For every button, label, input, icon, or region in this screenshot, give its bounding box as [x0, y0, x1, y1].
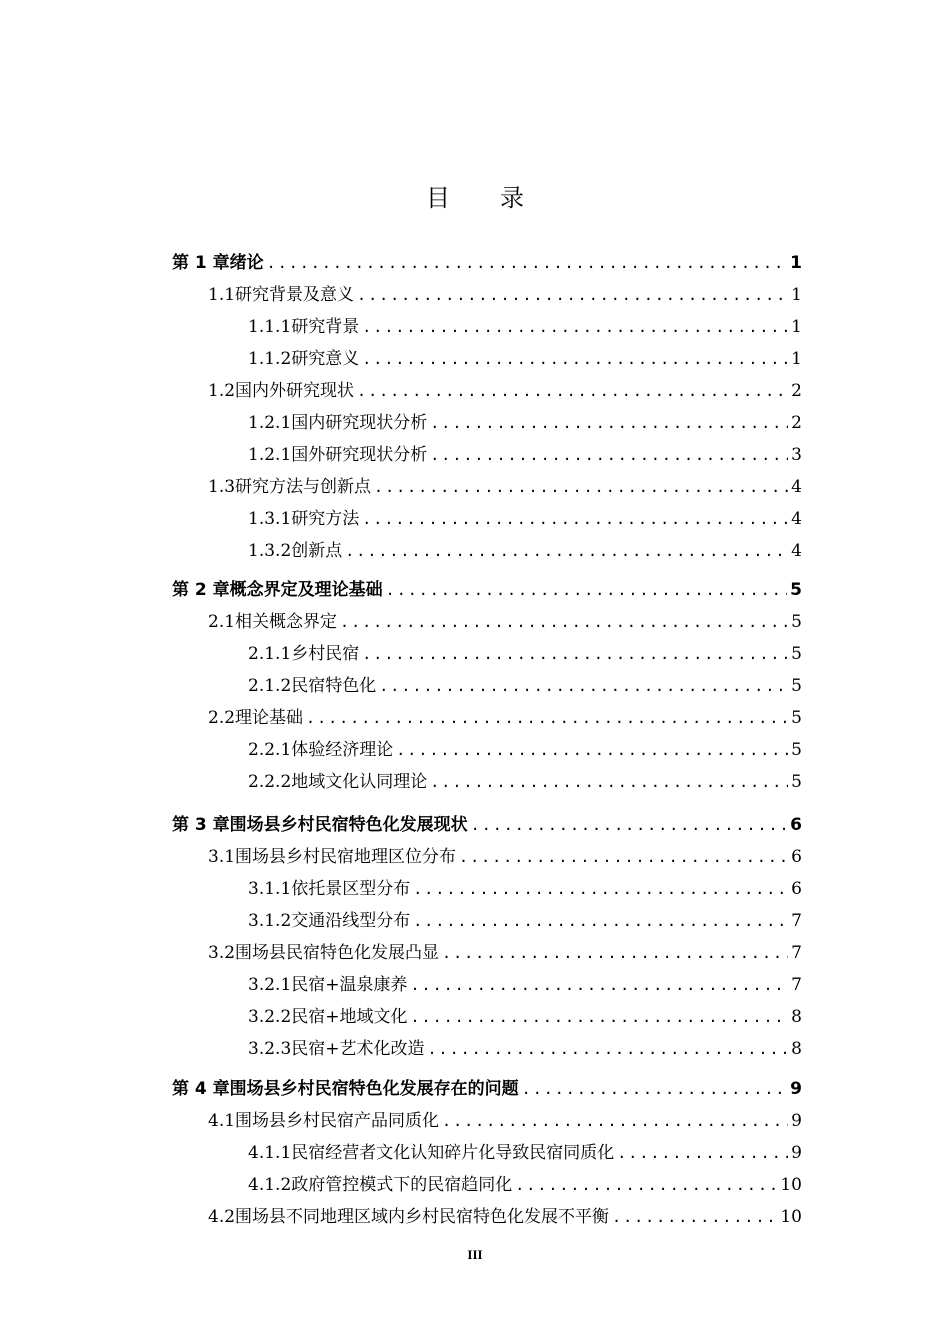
toc-entry-chapter[interactable]	[172, 1074, 802, 1100]
toc-entry-page: 5	[790, 580, 802, 600]
toc-entry-title: 政府管控模式下的民宿趋同化	[291, 1175, 513, 1195]
toc-entry-sub[interactable]	[248, 906, 802, 932]
toc-dot-leader	[617, 1144, 788, 1162]
toc-entry-title: 创新点	[291, 541, 343, 561]
toc-entry-title: 概念界定及理论基础	[229, 580, 383, 600]
toc-entry-page: 5	[791, 676, 802, 696]
toc-entry-number: 4.1.2	[248, 1175, 292, 1195]
toc-entry-chapter[interactable]	[172, 248, 802, 274]
toc-entry-number: 1.1.1	[248, 317, 292, 337]
toc-entry-number: 第 1 章	[172, 253, 230, 273]
toc-entry-page: 5	[791, 740, 802, 760]
toc-dot-leader	[357, 382, 788, 400]
toc-entry-page: 2	[791, 381, 802, 401]
toc-entry-page: 6	[791, 847, 802, 867]
toc-entry-page: 1	[791, 317, 802, 337]
toc-entry-page: 4	[791, 509, 802, 529]
toc-entry-number: 2.1.2	[248, 676, 292, 696]
toc-entry-title: 围场县乡村民宿特色化发展现状	[229, 815, 468, 835]
toc-entry-page: 8	[791, 1039, 802, 1059]
toc-entry-title: 相关概念界定	[235, 612, 338, 632]
toc-entry-chapter[interactable]	[172, 575, 802, 601]
toc-entry-number: 3.2.1	[248, 975, 292, 995]
toc-entry-sub[interactable]	[248, 1170, 802, 1196]
toc-entry-section[interactable]	[208, 280, 802, 306]
toc-entry-title: 地域文化认同理论	[291, 772, 428, 792]
toc-entry-title: 研究方法	[291, 509, 360, 529]
toc-entry-sub[interactable]	[248, 970, 802, 996]
toc-entry-number: 3.1.2	[248, 911, 292, 931]
toc-entry-title: 民宿特色化	[291, 676, 377, 696]
toc-entry-section[interactable]	[208, 1106, 802, 1132]
toc-dot-leader	[340, 613, 788, 631]
toc-entry-page: 1	[790, 253, 802, 273]
toc-entry-number: 1.2	[208, 381, 236, 401]
toc-entry-number: 第 2 章	[172, 580, 230, 600]
toc-entry-chapter[interactable]	[172, 810, 802, 836]
toc-title-char-2: 录	[500, 184, 524, 212]
toc-entry-number: 1.2.1	[248, 413, 292, 433]
toc-dot-leader	[522, 1080, 787, 1098]
toc-entry-page: 6	[791, 879, 802, 899]
toc-entry-title: 民宿经营者文化认知碎片化导致民宿同质化	[291, 1143, 615, 1163]
toc-entry-title: 民宿+温泉康养	[291, 975, 408, 995]
toc-entry-page: 3	[791, 445, 802, 465]
toc-dot-leader	[430, 773, 788, 791]
toc-entry-sub[interactable]	[248, 735, 802, 761]
toc-entry-number: 4.1.1	[248, 1143, 292, 1163]
toc-entry-sub[interactable]	[248, 536, 802, 562]
toc-entry-number: 1.3	[208, 477, 236, 497]
toc-entry-page: 2	[791, 413, 802, 433]
toc-entry-page: 9	[791, 1143, 802, 1163]
toc-dot-leader	[386, 581, 787, 599]
toc-entry-page: 7	[791, 911, 802, 931]
toc-entry-sub[interactable]	[248, 639, 802, 665]
toc-entry-sub[interactable]	[248, 874, 802, 900]
toc-entry-page: 6	[790, 815, 802, 835]
toc-entry-number: 2.2.2	[248, 772, 292, 792]
toc-entry-number: 2.2.1	[248, 740, 292, 760]
toc-entry-title: 围场县乡村民宿特色化发展存在的问题	[229, 1079, 519, 1099]
toc-entry-title: 绪论	[229, 253, 264, 273]
toc-entry-number: 1.1	[208, 285, 236, 305]
toc-entry-title: 国内外研究现状	[235, 381, 355, 401]
toc-title-char-1: 目	[426, 184, 450, 212]
toc-entry-sub[interactable]	[248, 440, 802, 466]
toc-dot-leader	[362, 318, 788, 336]
toc-entry-title: 交通沿线型分布	[291, 911, 411, 931]
toc-entry-section[interactable]	[208, 607, 802, 633]
toc-entry-title: 体验经济理论	[291, 740, 394, 760]
toc-entry-number: 3.1.1	[248, 879, 292, 899]
toc-entry-page: 7	[791, 943, 802, 963]
toc-dot-leader	[413, 912, 788, 930]
toc-dot-leader	[345, 542, 788, 560]
toc-entry-title: 依托景区型分布	[291, 879, 411, 899]
toc-entry-page: 1	[791, 349, 802, 369]
toc-entry-sub[interactable]	[248, 504, 802, 530]
toc-entry-number: 4.1	[208, 1111, 236, 1131]
toc-entry-section[interactable]	[208, 703, 802, 729]
toc-entry-section[interactable]	[208, 842, 802, 868]
toc-entry-number: 2.2	[208, 708, 236, 728]
toc-dot-leader	[357, 286, 788, 304]
toc-entry-number: 4.2	[208, 1207, 236, 1227]
toc-dot-leader	[411, 1008, 789, 1026]
toc-entry-number: 1.1.2	[248, 349, 292, 369]
toc-entry-number: 3.1	[208, 847, 236, 867]
toc-entry-page: 10	[780, 1207, 802, 1227]
toc-entry-title: 研究背景及意义	[235, 285, 355, 305]
toc-entry-title: 理论基础	[235, 708, 304, 728]
toc-dot-leader	[396, 741, 788, 759]
toc-entry-number: 2.1.1	[248, 644, 292, 664]
toc-dot-leader	[362, 510, 788, 528]
toc-entry-number: 1.3.1	[248, 509, 292, 529]
toc-dot-leader	[612, 1208, 777, 1226]
toc-entry-page: 5	[791, 772, 802, 792]
toc-dot-leader	[362, 645, 788, 663]
toc-entry-section[interactable]	[208, 472, 802, 498]
toc-entry-page: 7	[791, 975, 802, 995]
page-number: III	[467, 1247, 483, 1262]
toc-entry-page: 9	[790, 1079, 802, 1099]
toc-entry-page: 10	[780, 1175, 802, 1195]
toc-entry-sub[interactable]	[248, 344, 802, 370]
toc-entry-title: 围场县不同地理区域内乡村民宿特色化发展不平衡	[235, 1207, 610, 1227]
toc-entry-title: 民宿+艺术化改造	[291, 1039, 425, 1059]
toc-dot-leader	[362, 350, 788, 368]
toc-entry-number: 第 4 章	[172, 1079, 230, 1099]
toc-entry-number: 1.3.2	[248, 541, 292, 561]
toc-dot-leader	[515, 1176, 777, 1194]
toc-entry-section[interactable]	[208, 938, 802, 964]
toc-entry-page: 5	[791, 644, 802, 664]
toc-dot-leader	[374, 478, 788, 496]
toc-entry-number: 第 3 章	[172, 815, 230, 835]
toc-entry-title: 民宿+地域文化	[291, 1007, 408, 1027]
toc-entry-sub[interactable]	[248, 1138, 802, 1164]
toc-dot-leader	[428, 1040, 789, 1058]
toc-entry-number: 3.2	[208, 943, 236, 963]
toc-entry-title: 乡村民宿	[291, 644, 360, 664]
toc-entry-page: 8	[791, 1007, 802, 1027]
toc-entry-number: 3.2.3	[248, 1039, 292, 1059]
toc-entry-number: 1.2.1	[248, 445, 292, 465]
toc-dot-leader	[471, 816, 787, 834]
toc-entry-title: 围场县乡村民宿地理区位分布	[235, 847, 457, 867]
toc-dot-leader	[430, 414, 788, 432]
toc-entry-page: 1	[791, 285, 802, 305]
toc-entry-section[interactable]	[208, 1202, 802, 1228]
toc-entry-title: 研究背景	[291, 317, 360, 337]
toc-entry-page: 4	[791, 477, 802, 497]
toc-entry-sub[interactable]	[248, 408, 802, 434]
toc-entry-title: 围场县民宿特色化发展凸显	[235, 943, 440, 963]
toc-entry-title: 围场县乡村民宿产品同质化	[235, 1111, 440, 1131]
toc-entry-section[interactable]	[208, 376, 802, 402]
toc-dot-leader	[459, 848, 788, 866]
toc-entry-title: 国外研究现状分析	[291, 445, 428, 465]
toc-dot-leader	[413, 880, 788, 898]
toc-entry-page: 9	[791, 1111, 802, 1131]
toc-entry-number: 2.1	[208, 612, 236, 632]
toc-entry-page: 4	[791, 541, 802, 561]
toc-entry-sub[interactable]	[248, 312, 802, 338]
toc-dot-leader	[430, 446, 788, 464]
toc-dot-leader	[379, 677, 788, 695]
toc-entry-sub[interactable]	[248, 671, 802, 697]
toc-dot-leader	[442, 944, 788, 962]
toc-dot-leader	[267, 254, 787, 272]
toc-entry-sub[interactable]	[248, 767, 802, 793]
toc-entry-title: 研究意义	[291, 349, 360, 369]
toc-dot-leader	[442, 1112, 788, 1130]
toc-entry-sub[interactable]	[248, 1034, 802, 1060]
toc-dot-leader	[411, 976, 789, 994]
toc-entry-number: 3.2.2	[248, 1007, 292, 1027]
toc-entry-title: 国内研究现状分析	[291, 413, 428, 433]
toc-dot-leader	[306, 709, 788, 727]
toc-entry-page: 5	[791, 708, 802, 728]
toc-entry-page: 5	[791, 612, 802, 632]
toc-entry-sub[interactable]	[248, 1002, 802, 1028]
toc-entry-title: 研究方法与创新点	[235, 477, 372, 497]
